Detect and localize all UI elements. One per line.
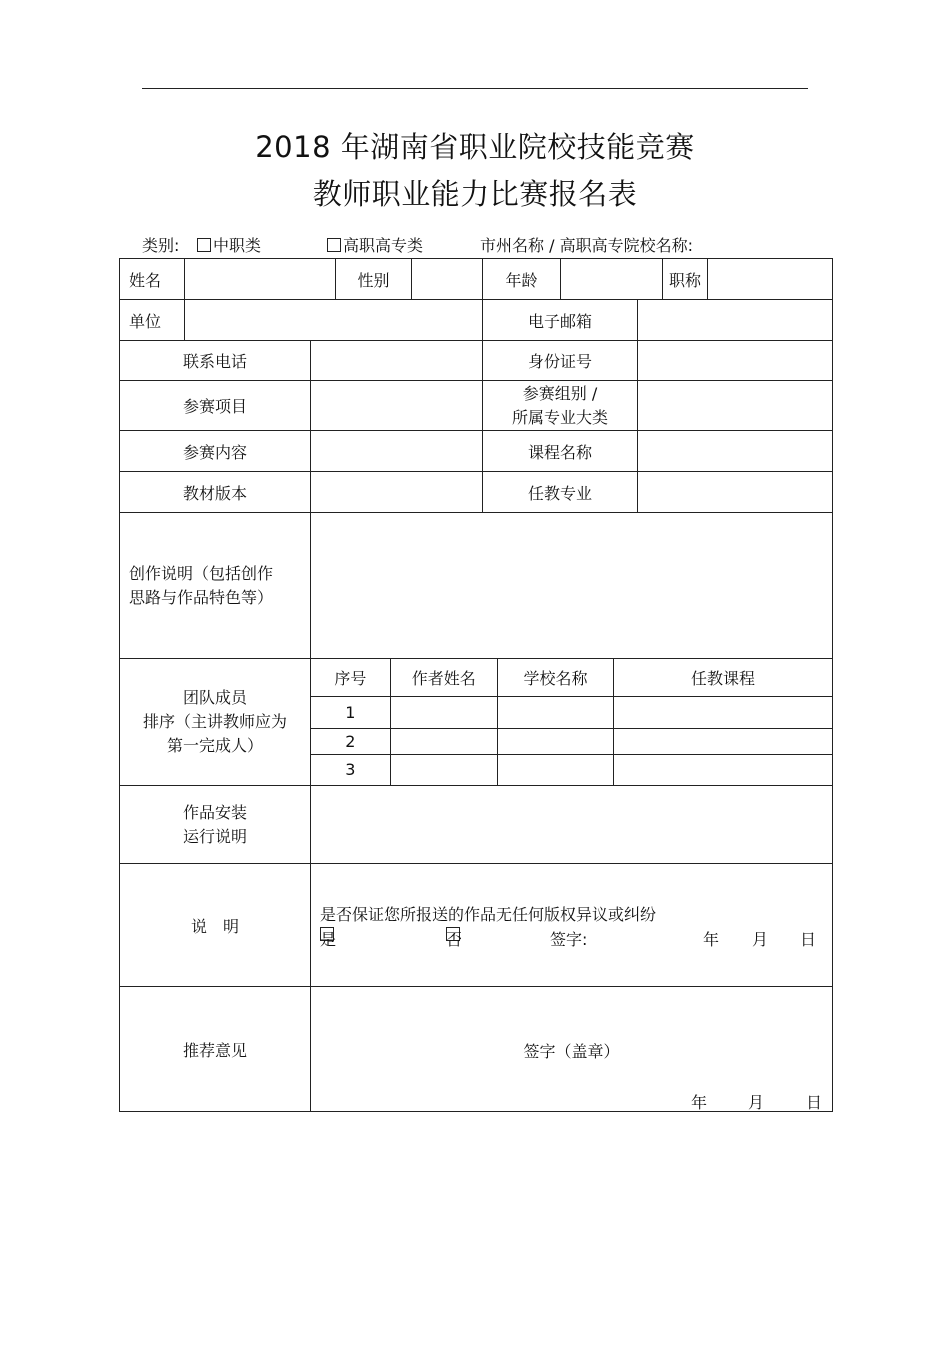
- copyright-no-label: 否: [446, 930, 463, 949]
- course-label: 课程名称: [483, 431, 638, 472]
- install-label-line1: 作品安装: [182, 802, 247, 822]
- team-label-line1: 团队成员: [182, 688, 247, 707]
- note-label: 说 明: [120, 864, 311, 987]
- phone-field[interactable]: [311, 341, 483, 381]
- team-school-field[interactable]: [497, 754, 613, 785]
- note-day-label: 日: [800, 930, 817, 949]
- team-header-index: 序号: [311, 659, 390, 696]
- recommend-day-label: 日: [806, 1093, 823, 1112]
- row-unit: [120, 300, 833, 341]
- gender-label: 性别: [336, 259, 412, 300]
- phone-label: 联系电话: [120, 341, 311, 381]
- row-project: [120, 381, 833, 431]
- team-course-field[interactable]: [614, 696, 832, 728]
- team-author-field[interactable]: [390, 728, 497, 754]
- team-label-line3: 第一完成人）: [166, 736, 263, 755]
- group-label: [483, 381, 638, 431]
- content-label: 参赛内容: [120, 431, 311, 472]
- major-field[interactable]: [638, 472, 833, 513]
- group-field[interactable]: [638, 381, 833, 431]
- team-school-field[interactable]: [497, 728, 613, 754]
- group-label-line1: 参赛组别 /: [522, 383, 598, 403]
- textbook-field[interactable]: [311, 472, 483, 513]
- content-field[interactable]: [311, 431, 483, 472]
- group-label-line2: 所属专业大类: [512, 407, 609, 427]
- recommend-sign-label: 签字（盖章）: [523, 1042, 620, 1061]
- row-team: [120, 659, 833, 786]
- recommend-month-label: 月: [748, 1093, 765, 1112]
- team-header-school: 学校名称: [497, 659, 613, 696]
- project-field[interactable]: [311, 381, 483, 431]
- note-cell: [311, 864, 833, 987]
- id-number-label: 身份证号: [483, 341, 638, 381]
- team-header-row: [311, 659, 832, 696]
- row-note: [120, 864, 833, 987]
- row-content: [120, 431, 833, 472]
- header-rule: [142, 88, 808, 89]
- email-field[interactable]: [638, 300, 833, 341]
- major-label: 任教专业: [483, 472, 638, 513]
- team-label: [120, 659, 311, 786]
- row-basic-info: [120, 259, 833, 300]
- unit-field[interactable]: [185, 300, 483, 341]
- install-label-line2: 运行说明: [182, 826, 247, 846]
- unit-label: 单位: [120, 300, 185, 341]
- recommend-year-label: 年: [691, 1093, 708, 1112]
- note-year-label: 年: [703, 930, 720, 949]
- team-header-author: 作者姓名: [390, 659, 497, 696]
- checkbox-secondary-vocational[interactable]: [197, 238, 211, 252]
- row-install: [120, 786, 833, 864]
- age-field[interactable]: [561, 259, 663, 300]
- table-row: [311, 696, 832, 728]
- team-row-index: 2: [311, 728, 390, 754]
- recommend-label: 推荐意见: [120, 987, 311, 1112]
- option-secondary-vocational[interactable]: [197, 233, 261, 256]
- install-field[interactable]: [311, 786, 833, 864]
- note-sign-label: 签字:: [550, 930, 588, 949]
- title-rank-label: 职称: [663, 259, 708, 300]
- row-recommend: [120, 987, 833, 1112]
- team-row-index: 1: [311, 696, 390, 728]
- team-author-field[interactable]: [390, 754, 497, 785]
- creation-label-line2: 思路与作品特色等）: [129, 587, 274, 607]
- team-row-index: 3: [311, 754, 390, 785]
- team-school-field[interactable]: [497, 696, 613, 728]
- creation-label-line1: 创作说明（包括创作: [129, 563, 274, 583]
- checkbox-higher-vocational[interactable]: [327, 238, 341, 252]
- name-field[interactable]: [185, 259, 336, 300]
- copyright-yes-label: 是: [320, 930, 337, 949]
- id-number-field[interactable]: [638, 341, 833, 381]
- textbook-label: 教材版本: [120, 472, 311, 513]
- recommend-cell[interactable]: [311, 987, 833, 1112]
- email-label: 电子邮箱: [483, 300, 638, 341]
- team-label-line2: 排序（主讲教师应为: [142, 712, 287, 731]
- name-label: 姓名: [120, 259, 185, 300]
- category-label: 类别:: [142, 236, 180, 255]
- team-course-field[interactable]: [614, 728, 832, 754]
- row-phone: [120, 341, 833, 381]
- table-row: [311, 728, 832, 754]
- team-table-cell: [311, 659, 833, 786]
- table-row: [311, 754, 832, 785]
- creation-label: [120, 513, 311, 659]
- title-line2: 教师职业能力比赛报名表: [312, 177, 638, 211]
- team-header-course: 任教课程: [614, 659, 832, 696]
- gender-field[interactable]: [412, 259, 483, 300]
- copyright-question: 是否保证您所报送的作品无任何版权异议或纠纷: [320, 905, 657, 924]
- project-label: 参赛项目: [120, 381, 311, 431]
- option-secondary-vocational-label: 中职类: [213, 236, 262, 255]
- team-course-field[interactable]: [614, 754, 832, 785]
- option-higher-vocational-label: 高职高专类: [343, 236, 424, 255]
- row-textbook: [120, 472, 833, 513]
- age-label: 年龄: [483, 259, 561, 300]
- option-higher-vocational[interactable]: [327, 233, 423, 256]
- creation-field[interactable]: [311, 513, 833, 659]
- row-creation: [120, 513, 833, 659]
- title-line1: 2018 年湖南省职业院校技能竞赛: [255, 130, 695, 164]
- course-field[interactable]: [638, 431, 833, 472]
- install-label: [120, 786, 311, 864]
- team-author-field[interactable]: [390, 696, 497, 728]
- title-rank-field[interactable]: [708, 259, 833, 300]
- registration-table: [119, 258, 833, 1112]
- city-school-label: 市州名称 / 高职高专院校名称:: [480, 236, 693, 255]
- team-table: [311, 659, 832, 785]
- note-month-label: 月: [752, 930, 769, 949]
